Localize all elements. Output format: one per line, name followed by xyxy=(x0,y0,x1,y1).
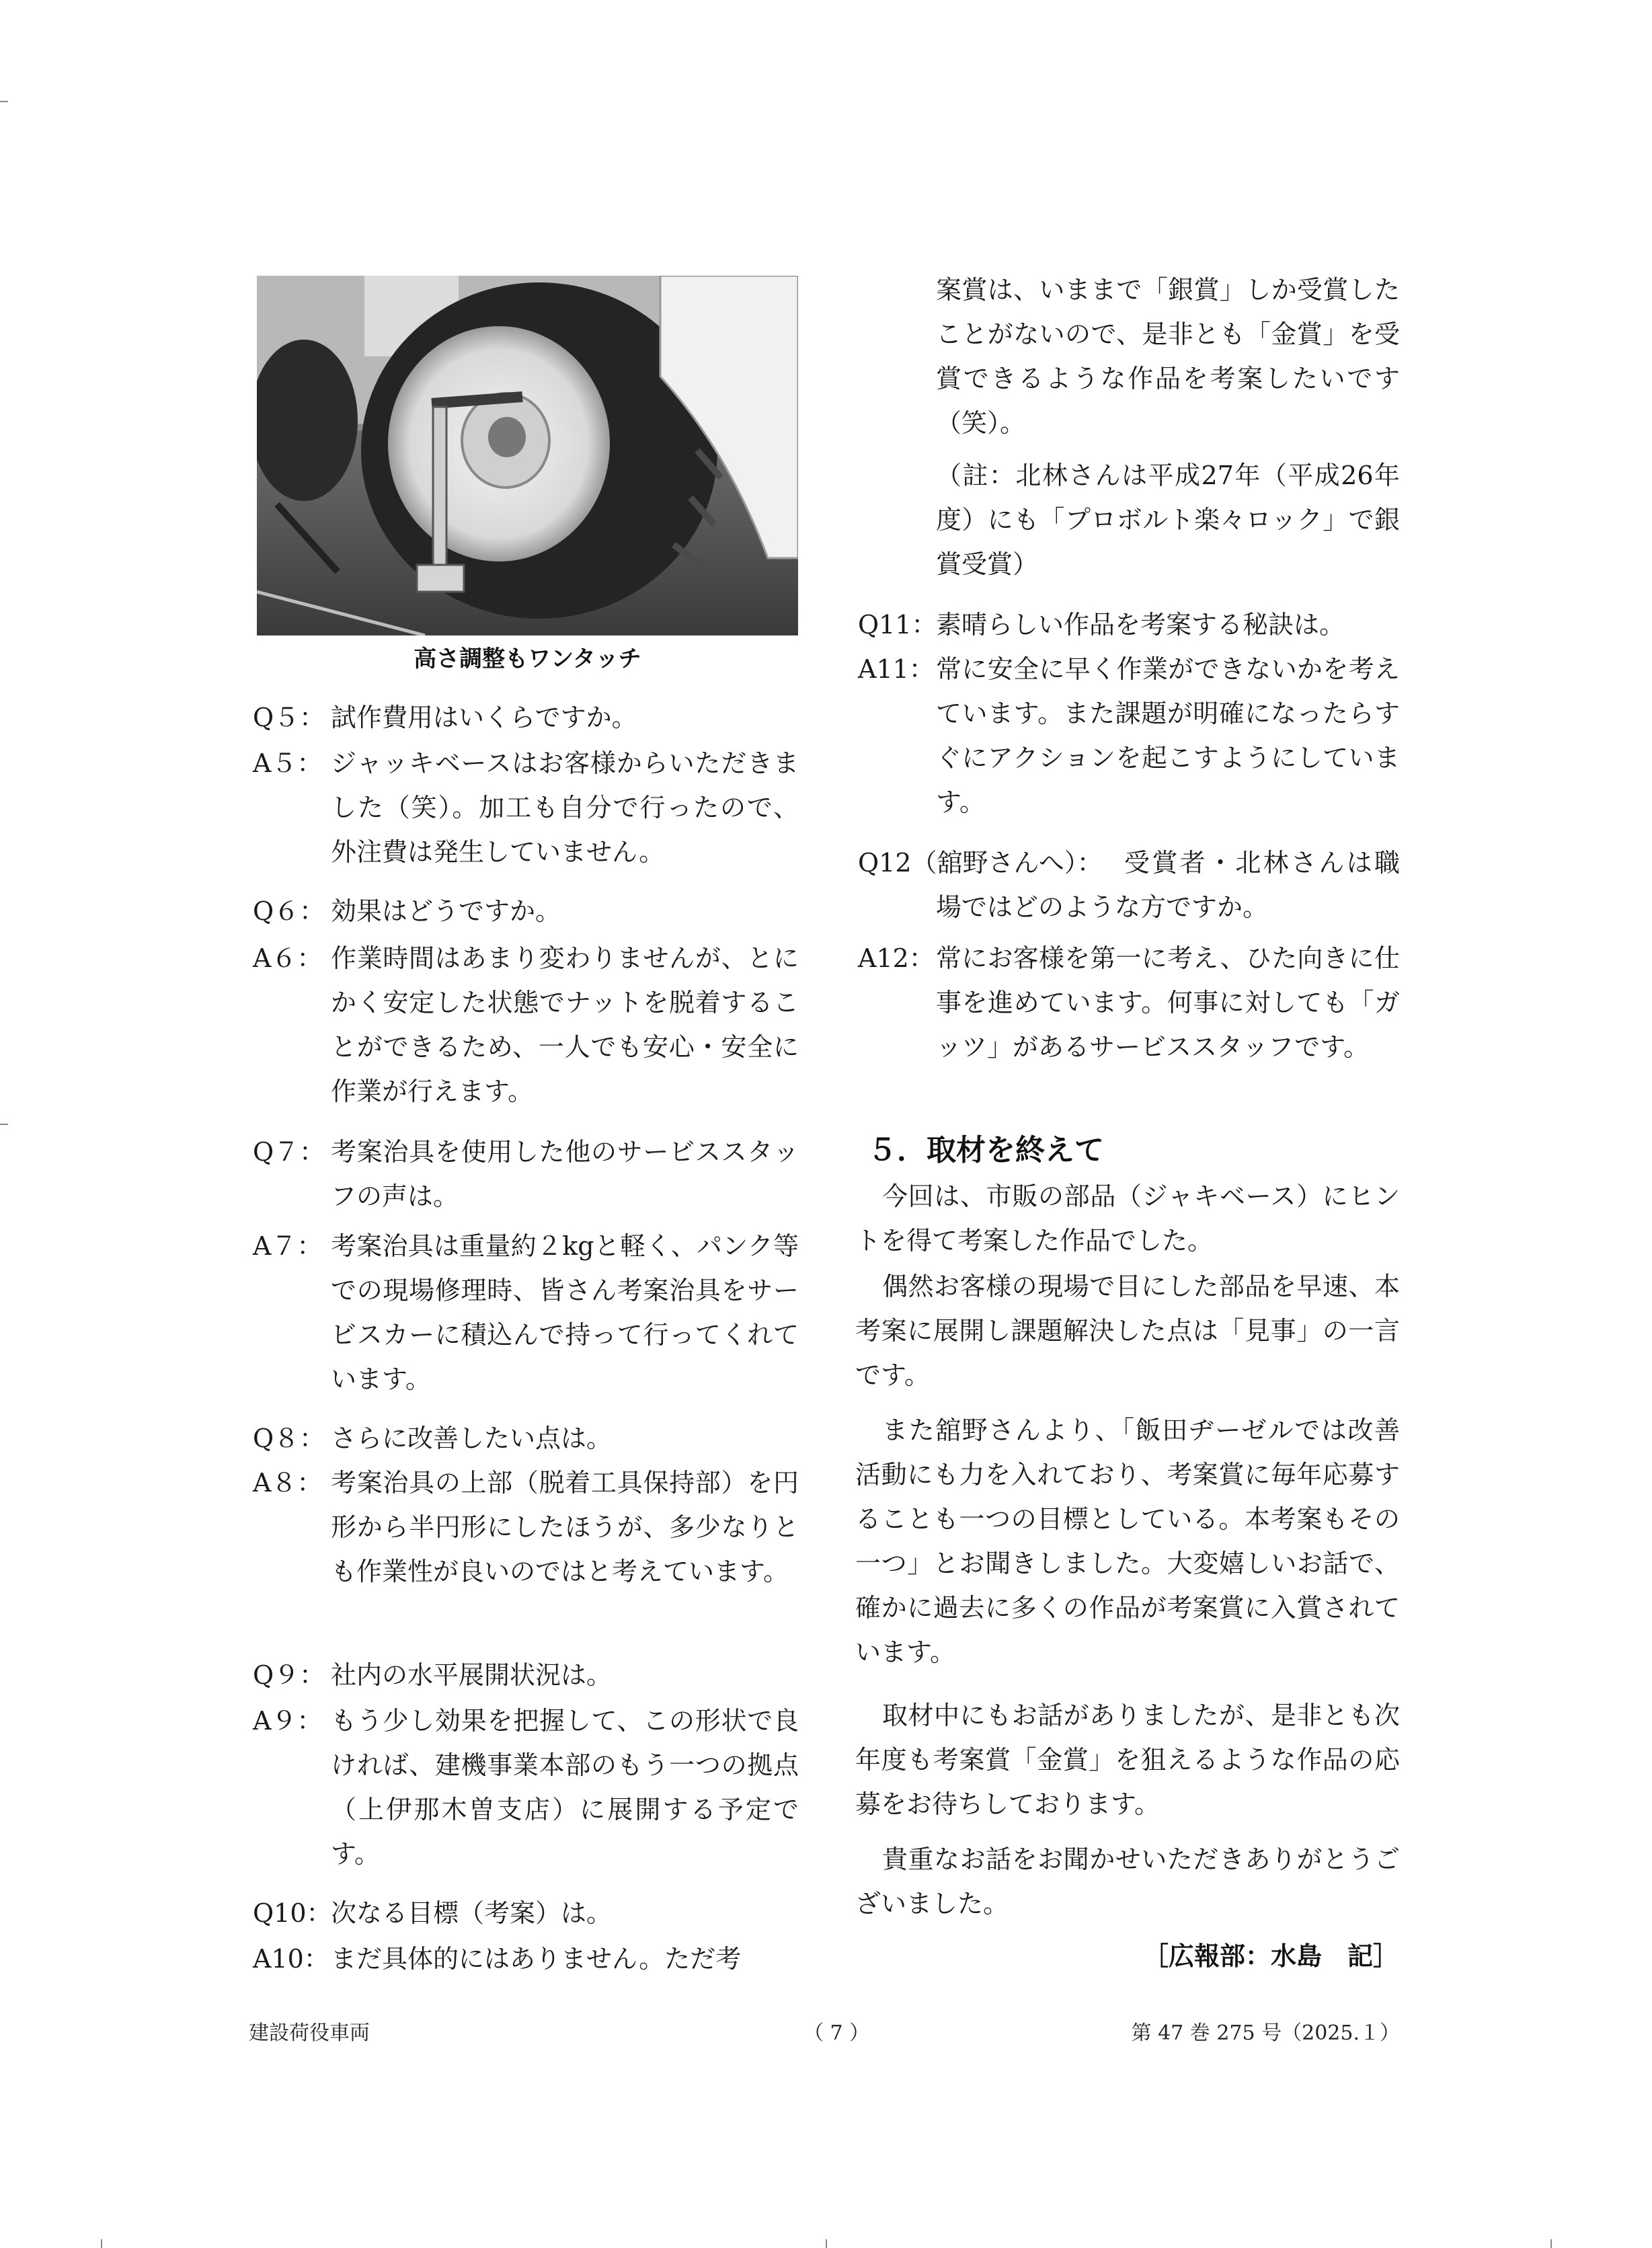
qa-label: A５： xyxy=(253,748,323,778)
section-paragraph: 偶然お客様の現場で目にした部品を早速、本考案に展開し課題解決した点は「見事」の一言です。 xyxy=(855,1272,1400,1390)
photo-caption: 高さ調整もワンタッチ xyxy=(414,646,641,672)
section-paragraph: 貴重なお話をお聞かせいただきありがとうございました。 xyxy=(855,1845,1400,1918)
qa-label: Q６： xyxy=(253,896,325,926)
qa-item xyxy=(253,1653,799,1697)
crop-mark xyxy=(101,2239,102,2248)
qa-label: A７： xyxy=(253,1231,323,1261)
qa-item xyxy=(858,647,1400,824)
qa-item xyxy=(253,1416,799,1461)
qa-label: Q５： xyxy=(253,703,325,732)
qa-text: 案賞は、いままで「銀賞」しか受賞したことがないので、是非とも「金賞」を受賞できるような作品を考案したいです（笑）。 xyxy=(936,275,1400,438)
qa-label: Q９： xyxy=(253,1660,325,1690)
section-paragraph: 取材中にもお話がありましたが、是非とも次年度も考案賞「金賞」を狙えるような作品の応募をお待ちしております。 xyxy=(855,1701,1400,1819)
qa-label: A９： xyxy=(253,1706,323,1736)
qa-label: Q８： xyxy=(253,1424,325,1453)
qa-text: もう少し効果を把握して、この形状で良ければ、建機事業本部のもう一つの拠点（上伊那木曽支店）に展開する予定です。 xyxy=(331,1706,799,1869)
qa-text: まだ具体的にはありません。ただ考 xyxy=(331,1944,742,1974)
section-paragraph: また舘野さんより、「飯田ヂーゼルでは改善活動にも力を入れており、考案賞に毎年応募することも一つの目標としている。本考案もその一つ」とお聞きしました。大変嬉しいお話で、確かに過去に多くの作品が考案賞に入賞されています。 xyxy=(855,1416,1400,1667)
qa-label: A６： xyxy=(253,943,323,973)
qa-text: 考案治具の上部（脱着工具保持部）を円形から半円形にしたほうが、多少なりとも作業性が良いのではと考えています。 xyxy=(331,1468,799,1586)
qa-label: A10： xyxy=(253,1944,329,1974)
qa-label: Q11： xyxy=(858,610,937,639)
qa-item xyxy=(858,936,1400,1069)
qa-item xyxy=(253,1130,799,1218)
qa-item xyxy=(253,741,799,874)
qa-item xyxy=(253,889,799,933)
qa-text: 作業時間はあまり変わりませんが、とにかく安定した状態でナットを脱着することができるため、一人でも安心・安全に作業が行えます。 xyxy=(331,943,799,1106)
photo-illustration xyxy=(257,276,798,635)
qa-item xyxy=(253,695,799,740)
qa-text: 常にお客様を第一に考え、ひた向きに仕事を進めています。何事に対しても「ガッツ」があるサービススタッフです。 xyxy=(936,943,1400,1062)
qa-item xyxy=(253,1891,799,1935)
qa-item xyxy=(858,603,1400,647)
crop-mark xyxy=(0,1124,8,1125)
qa-label: A11： xyxy=(858,654,935,684)
footer-page-number: （ 7 ） xyxy=(803,2021,870,2045)
qa-text: 社内の水平展開状況は。 xyxy=(331,1660,613,1690)
crop-mark xyxy=(826,2239,827,2248)
qa-label: A12： xyxy=(858,943,935,973)
qa-item xyxy=(253,936,799,1114)
section-paragraph: 今回は、市販の部品（ジャキベース）にヒントを得て考案した作品でした。 xyxy=(855,1181,1400,1255)
crop-mark xyxy=(1550,2239,1552,2248)
photo-tire-jack xyxy=(257,276,798,635)
qa-item xyxy=(253,1937,799,1981)
qa-text: 常に安全に早く作業ができないかを考えています。また課題が明確になったらすぐにアクションを起こすようにしています。 xyxy=(936,654,1400,817)
footer-issue: 第 47 巻 275 号（2025.１） xyxy=(1131,2021,1400,2045)
qa-text: 試作費用はいくらですか。 xyxy=(331,703,637,732)
qa-text: ジャッキベースはお客様からいただきました（笑）。加工も自分で行ったので、外注費は発生していません。 xyxy=(331,748,799,867)
qa-item xyxy=(858,453,1400,586)
qa-item xyxy=(253,1699,799,1876)
qa-label: Q７： xyxy=(253,1137,325,1167)
qa-item xyxy=(858,841,1400,929)
qa-text: 考案治具を使用した他のサービススタッフの声は。 xyxy=(331,1137,799,1211)
qa-text: 効果はどうですか。 xyxy=(331,896,561,926)
qa-text: 素晴らしい作品を考案する秘訣は。 xyxy=(936,610,1345,639)
qa-label: Q10： xyxy=(253,1898,332,1928)
qa-item xyxy=(253,1461,799,1594)
qa-item xyxy=(858,268,1400,445)
qa-label: Q12（舘野さんへ）： xyxy=(858,848,1103,878)
crop-mark xyxy=(0,101,8,102)
qa-label: A８： xyxy=(253,1468,323,1498)
footer-journal-title: 建設荷役車両 xyxy=(249,2021,370,2045)
section-heading: ５．取材を終えて xyxy=(867,1133,1104,1167)
qa-text: （註：北林さんは平成27年（平成26年度）にも「プロボルト楽々ロック」で銀賞受賞） xyxy=(936,461,1400,579)
qa-text: 考案治具は重量約２kgと軽く、パンク等での現場修理時、皆さん考案治具をサービスカーに積込んで持って行ってくれています。 xyxy=(331,1231,799,1394)
qa-text: さらに改善したい点は。 xyxy=(331,1424,613,1453)
qa-item xyxy=(253,1224,799,1401)
qa-text: 受賞者・北林さんは職場ではどのような方ですか。 xyxy=(936,848,1400,922)
signature: ［広報部：水島 記］ xyxy=(1142,1941,1399,1971)
qa-text: 次なる目標（考案）は。 xyxy=(331,1898,613,1928)
